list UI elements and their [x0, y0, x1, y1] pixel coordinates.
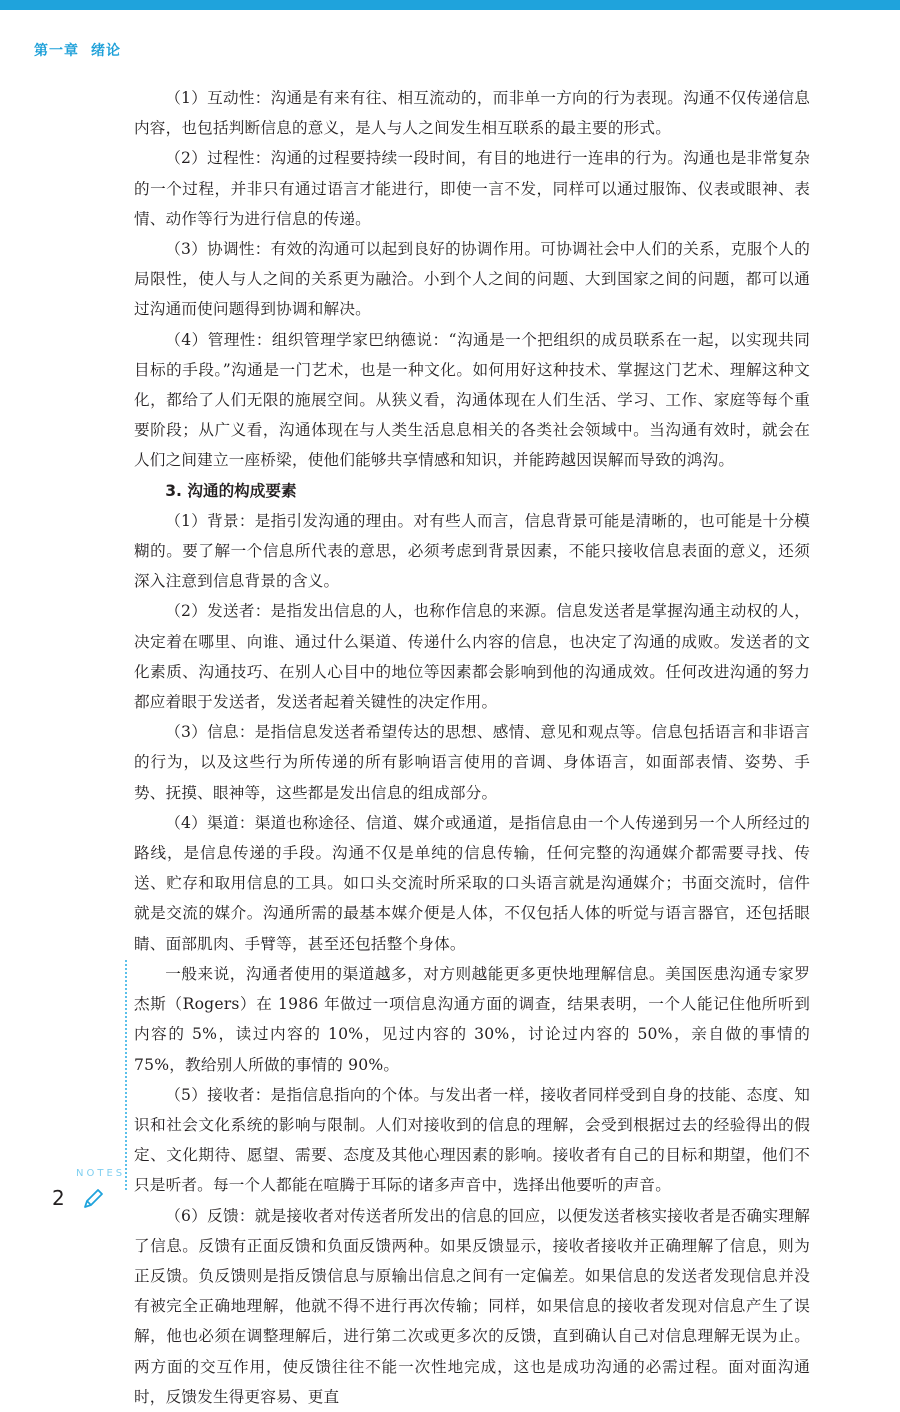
paragraph: 一般来说，沟通者使用的渠道越多，对方则越能更多更快地理解信息。美国医患沟通专家罗杰斯（Rogers）在 1986 年做过一项信息沟通方面的调查，结果表明，一个人能记住他所听到内容的 5%，读过内容的 10%，见过内容的 30%，讨论过内容的 50%，亲自做的事情的 75%，教给别人所做的事情的 90%。 — [134, 964, 810, 1074]
running-header — [34, 40, 121, 60]
top-accent-bar — [0, 0, 900, 10]
paragraph: （1）互动性：沟通是有来有往、相互流动的，而非单一方向的行为表现。沟通不仅传递信息内容，也包括判断信息的意义，是人与人之间发生相互联系的最主要的形式。 — [134, 89, 810, 138]
paragraph: （2）发送者：是指发出信息的人，也称作信息的来源。信息发送者是掌握沟通主动权的人，决定着在哪里、向谁、通过什么渠道、传递什么内容的信息，也决定了沟通的成败。发送者的文化素质、沟通技巧、在别人心目中的地位等因素都会影响到他的沟通成效。任何改进沟通的努力都应着眼于发送者，发送者起着关键性的决定作用。 — [134, 602, 810, 712]
paragraph: （4）管理性：组织管理学家巴纳德说：“沟通是一个把组织的成员联系在一起，以实现共同目标的手段。”沟通是一门艺术，也是一种文化。如何用好这种技术、掌握这门艺术、理解这种文化，都给了人们无限的施展空间。从狭义看，沟通体现在人们生活、学习、工作、家庭等每个重要阶段；从广义看，沟通体现在与人类生活息息相关的各类社会领域中。当沟通有效时，就会在人们之间建立一座桥梁，使他们能够共享情感和知识，并能跨越因误解而导致的鸿沟。 — [134, 330, 810, 470]
pencil-icon — [80, 1186, 106, 1212]
paragraph: （3）信息：是指信息发送者希望传达的思想、感情、意见和观点等。信息包括语言和非语言的行为，以及这些行为所传递的所有影响语言使用的音调、身体语言，如面部表情、姿势、手势、抚摸、眼神等，这些都是发出信息的组成部分。 — [134, 723, 810, 802]
paragraph: （5）接收者：是指信息指向的个体。与发出者一样，接收者同样受到自身的技能、态度、知识和社会文化系统的影响与限制。人们对接收到的信息的理解，会受到根据过去的经验得出的假定、文化期待、愿望、需要、态度及其他心理因素的影响。接收者有自己的目标和期望，他们不只是听者。每一个人都能在喧腾于耳际的诸多声音中，选择出他要听的声音。 — [134, 1085, 810, 1195]
paragraph: （4）渠道：渠道也称途径、信道、媒介或通道，是指信息由一个人传递到另一个人所经过的路线，是信息传递的手段。沟通不仅是单纯的信息传输，任何完整的沟通媒介都需要寻找、传送、贮存和取用信息的工具。如口头交流时所采取的口头语言就是沟通媒介；书面交流时，信件就是交流的媒介。沟通所需的最基本媒介便是人体，不仅包括人体的听觉与语言器官，还包括眼睛、面部肌肉、手臂等，甚至还包括整个身体。 — [134, 813, 810, 953]
notes-margin-line — [125, 960, 127, 1190]
chapter-label: 第一章 — [34, 43, 79, 59]
page-number: 2 — [52, 1186, 65, 1210]
chapter-title: 绪论 — [91, 43, 121, 59]
paragraph: （3）协调性：有效的沟通可以起到良好的协调作用。可协调社会中人们的关系，克服个人的局限性，使人与人之间的关系更为融洽。小到个人之间的问题、大到国家之间的问题，都可以通过沟通而使问题得到协调和解决。 — [134, 240, 810, 319]
paragraph: （2）过程性：沟通的过程要持续一段时间，有目的地进行一连串的行为。沟通也是非常复杂的一个过程，并非只有通过语言才能进行，即使一言不发，同样可以通过服饰、仪表或眼神、表情、动作等行为进行信息的传递。 — [134, 149, 810, 228]
paragraph: （1）背景：是指引发沟通的理由。对有些人而言，信息背景可能是清晰的，也可能是十分模糊的。要了解一个信息所代表的意思，必须考虑到背景因素，不能只接收信息表面的意义，还须深入注意到信息背景的含义。 — [134, 511, 810, 591]
page-body — [134, 83, 810, 1412]
notes-label: NOTES — [76, 1168, 126, 1179]
section-heading: 3. 沟通的构成要素 — [165, 481, 297, 500]
paragraph: （6）反馈：就是接收者对传送者所发出的信息的回应，以便发送者核实接收者是否确实理解了信息。反馈有正面反馈和负面反馈两种。如果反馈显示，接收者接收并正确理解了信息，则为正反馈。负反馈则是指反馈信息与原输出信息之间有一定偏差。如果信息的发送者发现信息并没有被完全正确地理解，他就不得不进行再次传输；同样，如果信息的接收者发现对信息产生了误解，他也必须在调整理解后，进行第二次或更多次的反馈，直到确认自己对信息理解无误为止。两方面的交互作用，使反馈往往不能一次性地完成，这也是成功沟通的必需过程。面对面沟通时，反馈发生得更容易、更直 — [134, 1206, 810, 1406]
